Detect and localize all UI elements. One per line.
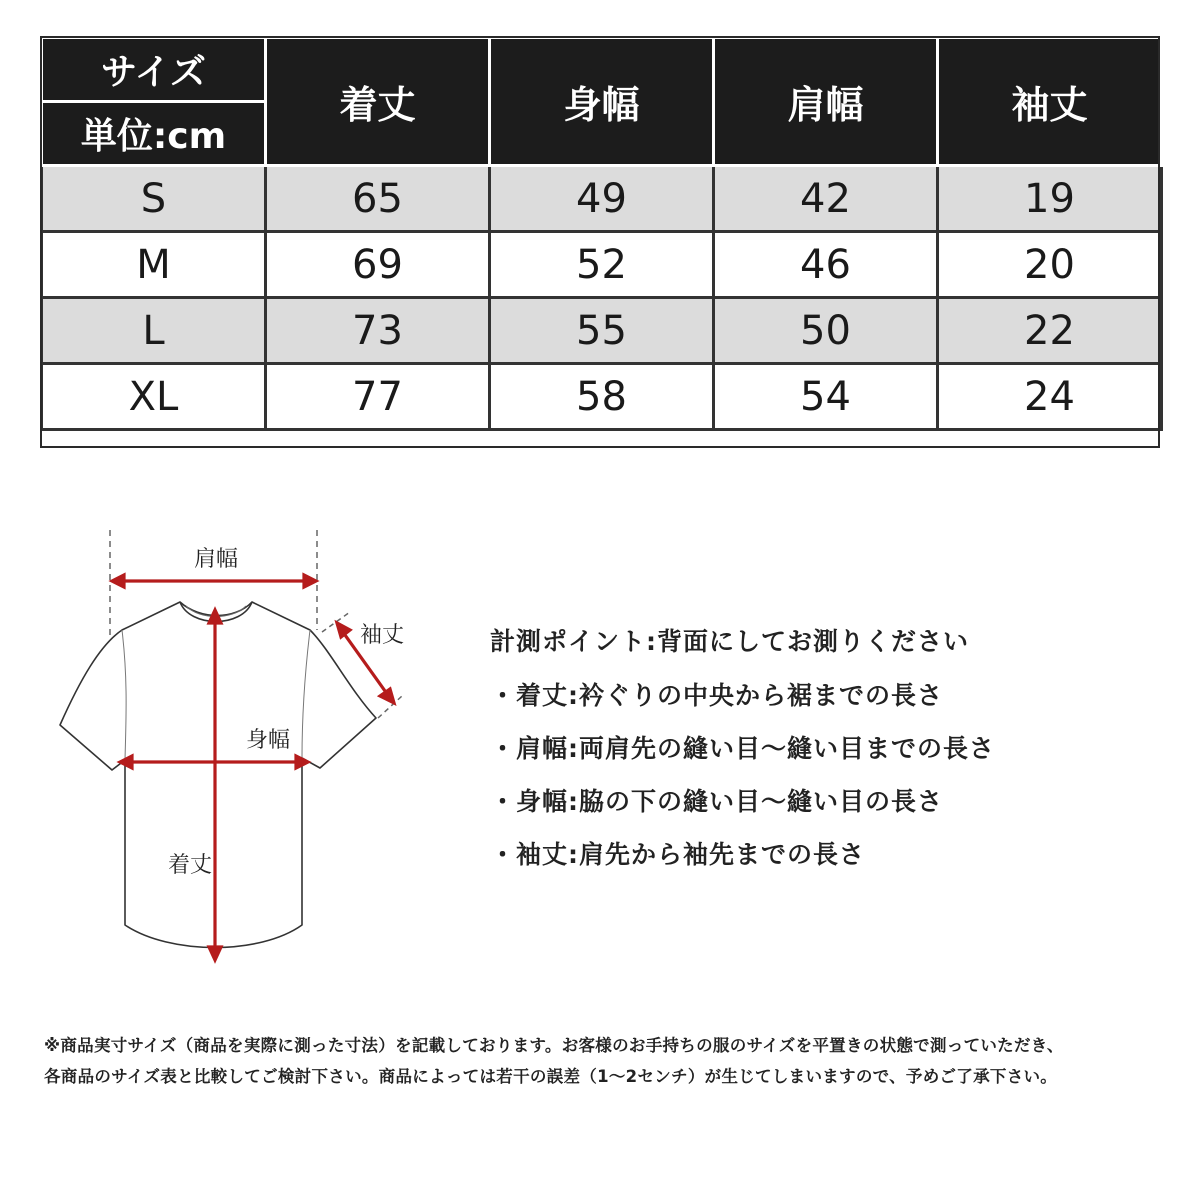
bullet: ・ — [490, 840, 517, 869]
length-arrow-top — [209, 610, 221, 623]
header-shoulder-width: 肩幅 — [714, 38, 938, 166]
header-sleeve-length: 袖丈 — [938, 38, 1162, 166]
disclaimer — [44, 1030, 1184, 1092]
value-cell: 58 — [490, 364, 714, 430]
table-row — [42, 232, 1162, 298]
bullet: ・ — [490, 787, 517, 816]
value-cell: 49 — [490, 166, 714, 232]
length-label: 着丈 — [168, 853, 213, 878]
header-length: 着丈 — [266, 38, 490, 166]
note-shoulder: 肩幅:両肩先の縫い目〜縫い目までの長さ — [516, 734, 995, 763]
value-cell: 22 — [938, 298, 1162, 364]
value-cell: 77 — [266, 364, 490, 430]
shoulder-width-label: 肩幅 — [194, 547, 239, 572]
value-cell: 69 — [266, 232, 490, 298]
disclaimer-line-2: 各商品のサイズ表と比較してご検討下さい。商品によっては若干の誤差（1〜2センチ）が生じてしまいますので、予めご了承下さい。 — [44, 1067, 1058, 1086]
value-cell: 50 — [714, 298, 938, 364]
shoulder-arrow-left — [112, 575, 124, 587]
sleeve-length-label: 袖丈 — [360, 623, 405, 648]
table-row — [42, 166, 1162, 232]
list-item — [490, 782, 1130, 818]
list-item — [490, 729, 1130, 765]
shoulder-arrow-right — [304, 575, 316, 587]
notes-title: 計測ポイント:背面にしてお測りください — [490, 627, 969, 656]
size-cell: L — [42, 298, 266, 364]
table-row — [42, 364, 1162, 430]
header-unit: 単位:cm — [42, 102, 266, 166]
header-body-width: 身幅 — [490, 38, 714, 166]
measurement-notes — [490, 622, 1130, 888]
size-cell: S — [42, 166, 266, 232]
size-cell: M — [42, 232, 266, 298]
note-length: 着丈:衿ぐりの中央から裾までの長さ — [516, 681, 943, 710]
sleeve-arrow-top — [337, 623, 350, 637]
value-cell: 19 — [938, 166, 1162, 232]
value-cell: 46 — [714, 232, 938, 298]
bullet: ・ — [490, 734, 517, 763]
value-cell: 54 — [714, 364, 938, 430]
notes-list — [490, 676, 1130, 871]
note-sleeve: 袖丈:肩先から袖先までの長さ — [516, 840, 865, 869]
value-cell: 42 — [714, 166, 938, 232]
body-width-label: 身幅 — [246, 728, 291, 753]
list-item — [490, 676, 1130, 712]
table-row — [42, 298, 1162, 364]
bullet: ・ — [490, 681, 517, 710]
value-cell: 24 — [938, 364, 1162, 430]
disclaimer-line-1: ※商品実寸サイズ（商品を実際に測った寸法）を記載しております。お客様のお手持ちの服のサイズを平置きの状態で測っていただき、 — [44, 1036, 1064, 1055]
tshirt-outline — [60, 602, 376, 948]
header-size: サイズ — [42, 38, 266, 102]
measurement-diagram — [50, 520, 430, 980]
value-cell: 73 — [266, 298, 490, 364]
value-cell: 55 — [490, 298, 714, 364]
value-cell: 52 — [490, 232, 714, 298]
list-item — [490, 835, 1130, 871]
length-arrow-bottom — [209, 947, 221, 960]
sleeve-arrow-bottom — [380, 689, 394, 703]
note-body-width: 身幅:脇の下の縫い目〜縫い目の長さ — [516, 787, 943, 816]
value-cell: 65 — [266, 166, 490, 232]
value-cell: 20 — [938, 232, 1162, 298]
tshirt-illustration — [50, 520, 430, 980]
size-cell: XL — [42, 364, 266, 430]
size-table — [40, 36, 1163, 431]
